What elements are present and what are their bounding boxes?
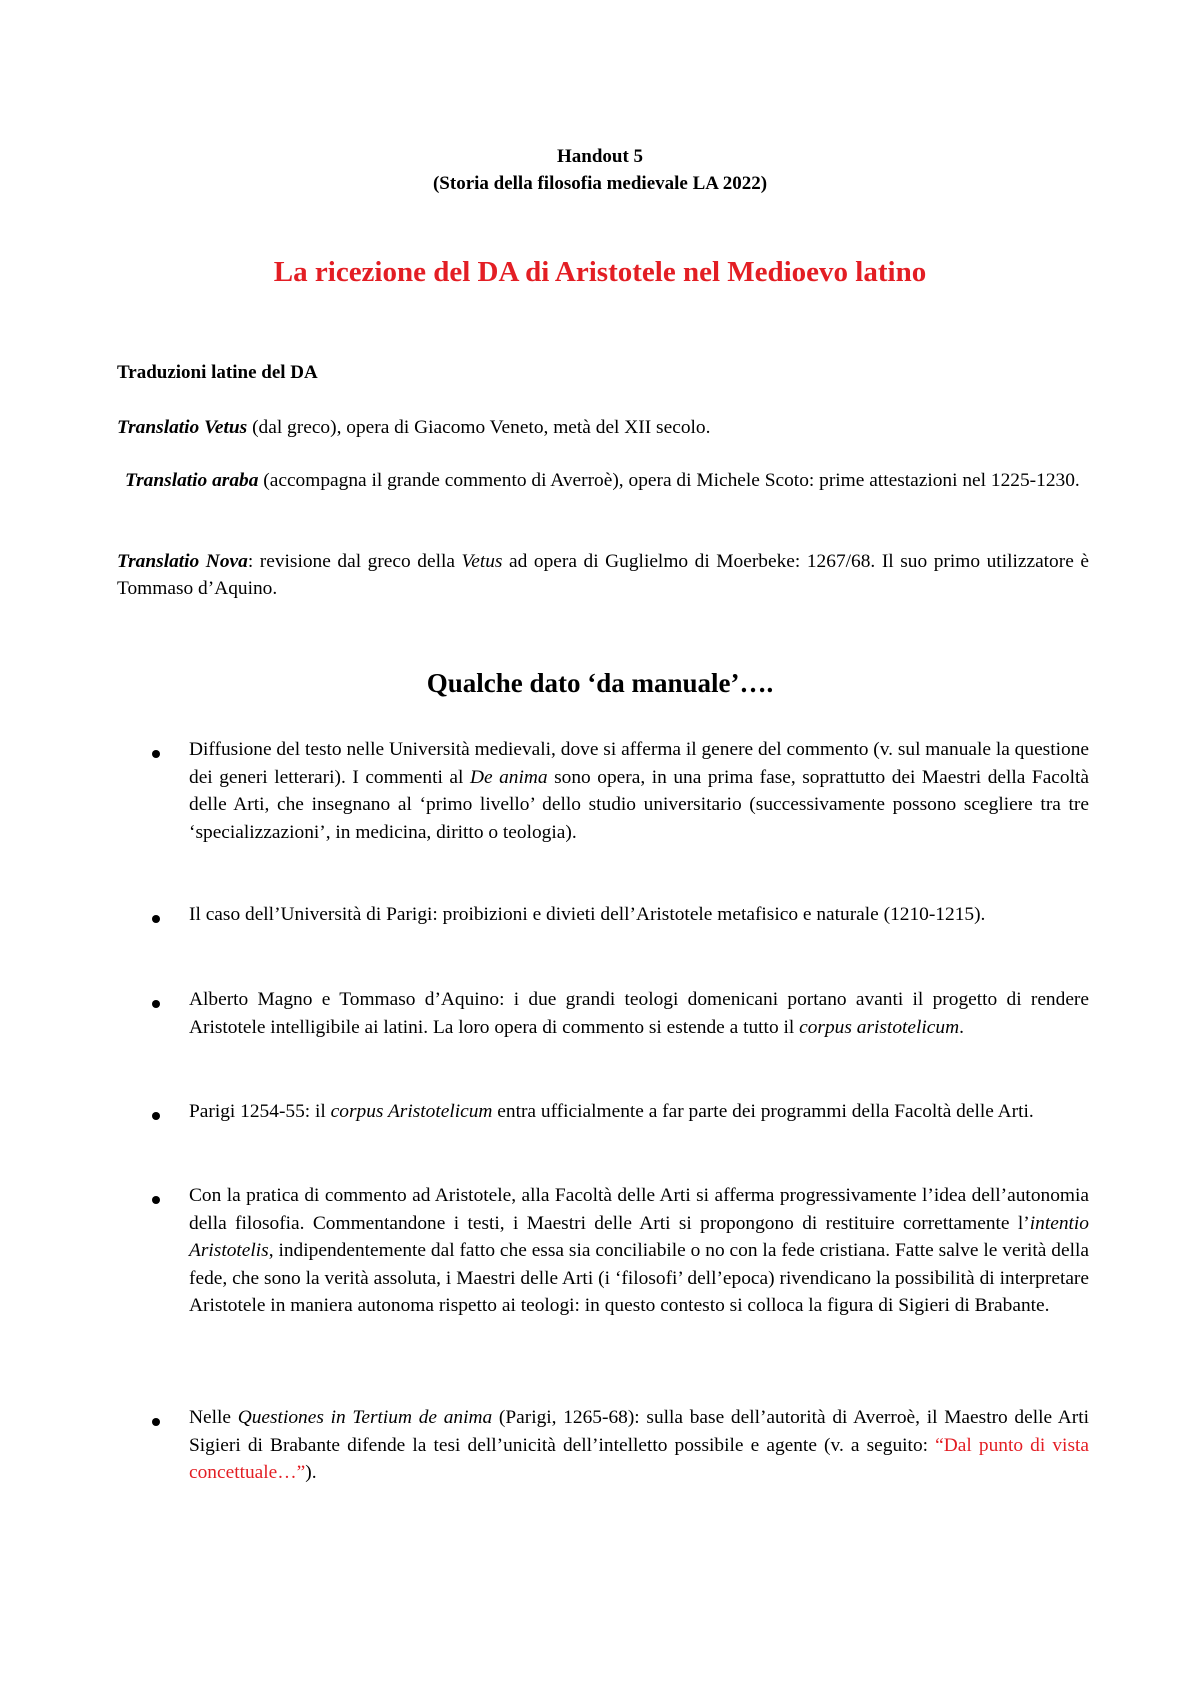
list-item-text: Nelle <box>189 1407 238 1428</box>
list-item-text: (Parigi, 1265-68): sulla base dell’autorità di Averroè, il Maestro delle Arti Sigieri di Brabante difende la tesi dell’unicità dell’intelletto possibile e agente (v. a seguito: <box>189 1407 1089 1456</box>
list-item-emphasis: De anima <box>469 766 548 788</box>
page-title: La ricezione del DA di Aristotele nel Medioevo latino <box>273 256 927 288</box>
translatio-nova-text-2: ad opera di Guglielmo di Moerbeke: 1267/68. Il suo primo utilizzatore è Tommaso d’Aquino. <box>117 551 1089 599</box>
bullet-icon <box>152 1000 160 1008</box>
section-heading-translations: Traduzioni latine del DA <box>117 362 318 383</box>
list-item-sigieri <box>189 1404 1089 1487</box>
list-item-parigi-1254 <box>189 1098 1089 1126</box>
list-item-text: sono opera, in una prima fase, soprattutto dei Maestri della Facoltà delle Arti, che insegnano al ‘primo livello’ dello studio universitario (successivamente possono scegliere tra tre ‘specializzazioni’, in medicina, diritto o teologia). <box>189 766 1089 843</box>
list-item-autonomia <box>189 1182 1089 1320</box>
bullet-icon <box>152 1418 160 1426</box>
paragraph-translatio-vetus <box>117 414 1089 441</box>
cross-reference-link: “Dal punto di vista concettuale…” <box>189 1434 1089 1483</box>
list-item-text: Parigi 1254-55: il <box>189 1101 331 1122</box>
list-item-emphasis: corpus Aristotelicum <box>330 1101 493 1122</box>
list-item-text: ). <box>305 1462 317 1483</box>
list-item-emphasis: corpus aristotelicum <box>799 1016 960 1038</box>
list-item-text: Il caso dell’Università di Parigi: proibizioni e divieti dell’Aristotele metafisico e naturale (1210-1215). <box>189 904 986 925</box>
translatio-vetus-text: (dal greco), opera di Giacomo Veneto, metà del XII secolo. <box>247 417 711 438</box>
paragraph-translatio-araba <box>117 467 1089 494</box>
section-subtitle: Qualche dato ‘da manuale’…. <box>426 668 774 698</box>
bullet-icon <box>152 1112 160 1120</box>
list-item-parigi-divieti <box>189 901 1089 929</box>
list-item-text: Alberto Magno e Tommaso d’Aquino: i due grandi teologi domenicani portano avanti il progetto di rendere Aristotele intelligibile ai latini. La loro opera di commento si estende a tutto il <box>189 989 1089 1038</box>
list-item-text: Con la pratica di commento ad Aristotele, alla Facoltà delle Arti si afferma progressivamente l’idea dell’autonomia della filosofia. Commentandone i testi, i Maestri delle Arti si propongono di restituire correttamente l’ <box>189 1185 1089 1234</box>
list-item-diffusione <box>189 736 1089 846</box>
list-item-emphasis: intentio Aristotelis <box>189 1212 1089 1261</box>
list-item-alberto-tommaso <box>189 986 1089 1041</box>
translatio-nova-name: Translatio Nova <box>117 551 248 572</box>
list-item-text: . <box>959 1016 964 1038</box>
handout-number: Handout 5 <box>556 146 644 167</box>
list-item-text: Diffusione del testo nelle Università medievali, dove si afferma il genere del commento (v. sul manuale la questione dei generi letterari). I commenti al <box>189 739 1089 788</box>
translatio-vetus-name: Translatio Vetus <box>117 417 248 438</box>
translatio-nova-text-1: : revisione dal greco della <box>247 551 462 572</box>
list-item-text: entra ufficialmente a far parte dei programmi della Facoltà delle Arti. <box>492 1101 1034 1122</box>
translatio-araba-text: (accompagna il grande commento di Averroè), opera di Michele Scoto: prime attestazioni nel 1225-1230. <box>258 470 1080 491</box>
translatio-araba-name: Translatio araba <box>125 470 259 491</box>
bullet-icon <box>152 915 160 923</box>
course-info: (Storia della filosofia medievale LA 2022) <box>432 173 768 194</box>
list-item-emphasis: Questiones in Tertium de anima <box>237 1407 493 1428</box>
bullet-icon <box>152 1196 160 1204</box>
vetus-reference: Vetus <box>461 551 503 572</box>
list-item-text: , indipendentemente dal fatto che essa sia conciliabile o no con la fede cristiana. Fatte salve le verità della fede, che sono la verità assoluta, i Maestri delle Arti (i ‘filosofi’ dell’epoca) rivendicano la possibilità di interpretare Aristotele in maniera autonoma rispetto ai teologi: in questo contesto si colloca la figura di Sigieri di Brabante. <box>189 1240 1089 1316</box>
paragraph-translatio-nova <box>117 548 1089 602</box>
bullet-icon <box>152 750 160 758</box>
